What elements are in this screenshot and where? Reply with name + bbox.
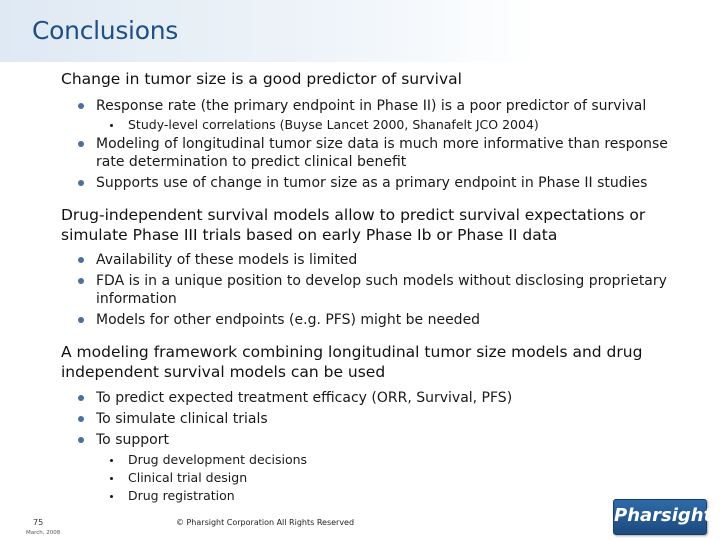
sub-bullet-item bbox=[110, 451, 690, 469]
bullet-item bbox=[78, 272, 698, 308]
sub-bullet-icon bbox=[110, 477, 113, 480]
sub-bullet-icon bbox=[110, 459, 113, 462]
section-2-bullets bbox=[78, 251, 698, 332]
bullet-item bbox=[78, 135, 698, 171]
bullet-item bbox=[78, 174, 698, 192]
bullet-icon bbox=[78, 317, 84, 323]
bullet-icon bbox=[78, 180, 84, 186]
bullet-icon bbox=[78, 257, 84, 263]
section-3-subbullets bbox=[110, 451, 690, 505]
sub-bullet-text: Drug development decisions bbox=[128, 452, 308, 467]
sub-bullet-text: Study-level correlations (Buyse Lancet 2000, Shanafelt JCO 2004) bbox=[128, 117, 539, 132]
bullet-icon bbox=[78, 437, 84, 443]
bullet-item bbox=[78, 389, 698, 407]
section-heading-3: A modeling framework combining longitudinal tumor size models and drug independent survival models can be used bbox=[61, 343, 643, 381]
sub-bullet-text: Drug registration bbox=[128, 488, 235, 503]
section-heading-2: Drug-independent survival models allow to predict survival expectations or simulate Phase III trials based on early Phase Ib or Phase II data bbox=[61, 206, 646, 244]
sub-bullet-text: Clinical trial design bbox=[128, 470, 248, 485]
section-1-bullets-after bbox=[78, 135, 698, 195]
bullet-text: Modeling of longitudinal tumor size data is much more informative than response rate determination to predict clinical benefit bbox=[96, 136, 668, 170]
bullet-text: To support bbox=[96, 432, 169, 448]
bullet-icon bbox=[78, 395, 84, 401]
bullet-item bbox=[78, 97, 698, 115]
footer-date: March, 2008 bbox=[26, 530, 61, 536]
bullet-text: Response rate (the primary endpoint in Phase II) is a poor predictor of survival bbox=[96, 98, 647, 114]
bullet-icon bbox=[78, 141, 84, 147]
sub-bullet-icon bbox=[110, 124, 113, 127]
section-3-bullets bbox=[78, 389, 698, 452]
title-bar bbox=[0, 0, 720, 62]
bullet-icon bbox=[78, 103, 84, 109]
bullet-text: FDA is in a unique position to develop such models without disclosing proprietary information bbox=[96, 273, 667, 307]
bullet-item bbox=[78, 431, 698, 449]
sub-bullet-icon bbox=[110, 495, 113, 498]
section-heading-1: Change in tumor size is a good predictor of survival bbox=[61, 70, 462, 88]
bullet-item bbox=[78, 311, 698, 329]
pharsight-logo: Pharsight bbox=[613, 499, 707, 535]
bullet-text: Availability of these models is limited bbox=[96, 252, 358, 268]
section-1-bullets bbox=[78, 97, 698, 118]
bullet-item bbox=[78, 251, 698, 269]
bullet-icon bbox=[78, 416, 84, 422]
sub-bullet-item bbox=[110, 487, 690, 505]
slide-title: Conclusions bbox=[32, 16, 178, 45]
bullet-text: Supports use of change in tumor size as a primary endpoint in Phase II studies bbox=[96, 175, 648, 191]
section-1-subbullets bbox=[110, 116, 690, 134]
bullet-item bbox=[78, 410, 698, 428]
sub-bullet-item bbox=[110, 469, 690, 487]
copyright-notice: © Pharsight Corporation All Rights Reserved bbox=[175, 518, 355, 527]
bullet-icon bbox=[78, 278, 84, 284]
sub-bullet-item bbox=[110, 116, 690, 134]
bullet-text: To simulate clinical trials bbox=[96, 411, 268, 427]
bullet-text: Models for other endpoints (e.g. PFS) might be needed bbox=[96, 312, 481, 328]
page-number: 75 bbox=[33, 518, 44, 527]
bullet-text: To predict expected treatment efficacy (ORR, Survival, PFS) bbox=[96, 390, 513, 406]
